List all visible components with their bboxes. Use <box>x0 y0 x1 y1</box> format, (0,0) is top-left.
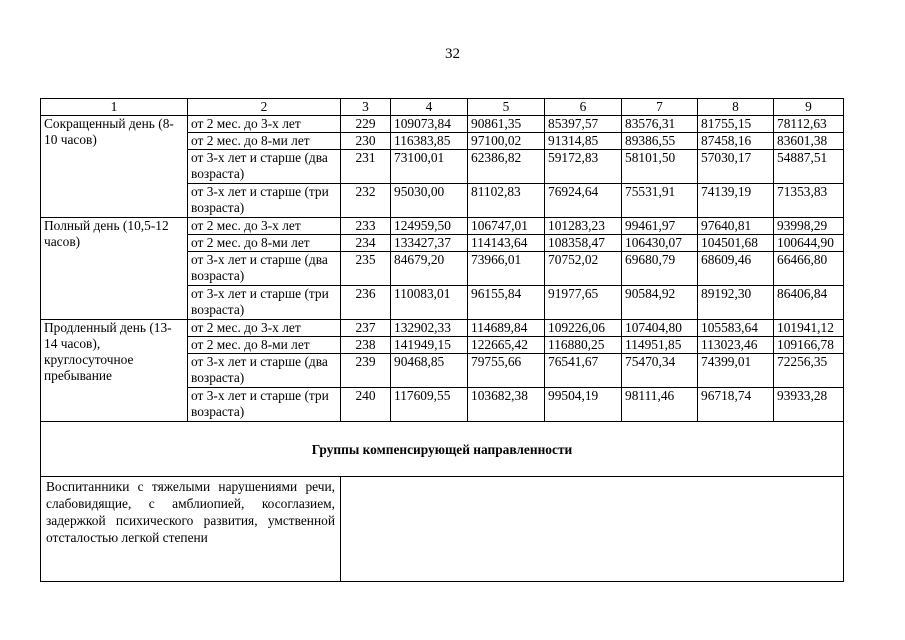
age-range-cell: от 2 мес. до 3-х лет <box>188 218 341 235</box>
value-cell: 74399,01 <box>698 354 774 388</box>
value-cell: 101941,12 <box>774 320 844 337</box>
value-cell: 68609,46 <box>698 252 774 286</box>
table-row <box>41 320 844 337</box>
value-cell: 122665,42 <box>468 337 545 354</box>
group-label: Продленный день (13-14 часов), круглосуточное пребывание <box>41 320 188 422</box>
value-cell: 100644,90 <box>774 235 844 252</box>
value-cell: 73966,01 <box>468 252 545 286</box>
value-cell: 109073,84 <box>391 116 468 133</box>
group-label: Сокращенный день (8-10 часов) <box>41 116 188 218</box>
column-number: 2 <box>188 99 341 116</box>
value-cell: 91977,65 <box>545 286 622 320</box>
value-cell: 74139,19 <box>698 184 774 218</box>
value-cell: 83601,38 <box>774 133 844 150</box>
value-cell: 86406,84 <box>774 286 844 320</box>
column-number: 9 <box>774 99 844 116</box>
compensatory-row <box>41 477 844 582</box>
value-cell: 78112,63 <box>774 116 844 133</box>
column-number-row <box>41 99 844 116</box>
value-cell: 114951,85 <box>622 337 698 354</box>
value-cell: 89192,30 <box>698 286 774 320</box>
column-number: 7 <box>622 99 698 116</box>
value-cell: 96155,84 <box>468 286 545 320</box>
value-cell: 141949,15 <box>391 337 468 354</box>
value-cell: 62386,82 <box>468 150 545 184</box>
value-cell: 72256,35 <box>774 354 844 388</box>
value-cell: 105583,64 <box>698 320 774 337</box>
column-number: 3 <box>341 99 391 116</box>
row-code-cell: 231 <box>341 150 391 184</box>
value-cell: 81755,15 <box>698 116 774 133</box>
value-cell: 114689,84 <box>468 320 545 337</box>
age-range-cell: от 3-х лет и старше (два возраста) <box>188 252 341 286</box>
age-range-cell: от 2 мес. до 8-ми лет <box>188 337 341 354</box>
value-cell: 117609,55 <box>391 388 468 422</box>
value-cell: 70752,02 <box>545 252 622 286</box>
value-cell: 133427,37 <box>391 235 468 252</box>
value-cell: 116880,25 <box>545 337 622 354</box>
age-range-cell: от 3-х лет и старше (три возраста) <box>188 286 341 320</box>
value-cell: 84679,20 <box>391 252 468 286</box>
value-cell: 76541,67 <box>545 354 622 388</box>
value-cell: 104501,68 <box>698 235 774 252</box>
value-cell: 85397,57 <box>545 116 622 133</box>
tariff-table <box>40 98 844 582</box>
value-cell: 106430,07 <box>622 235 698 252</box>
age-range-cell: от 3-х лет и старше (два возраста) <box>188 354 341 388</box>
value-cell: 73100,01 <box>391 150 468 184</box>
row-code-cell: 239 <box>341 354 391 388</box>
row-code-cell: 236 <box>341 286 391 320</box>
value-cell: 93933,28 <box>774 388 844 422</box>
value-cell: 76924,64 <box>545 184 622 218</box>
value-cell: 114143,64 <box>468 235 545 252</box>
table-row <box>41 218 844 235</box>
row-code-cell: 230 <box>341 133 391 150</box>
value-cell: 116383,85 <box>391 133 468 150</box>
row-code-cell: 229 <box>341 116 391 133</box>
column-number: 5 <box>468 99 545 116</box>
value-cell: 58101,50 <box>622 150 698 184</box>
value-cell: 90584,92 <box>622 286 698 320</box>
value-cell: 96718,74 <box>698 388 774 422</box>
section-title: Группы компенсирующей направленности <box>41 422 844 477</box>
age-range-cell: от 2 мес. до 3-х лет <box>188 116 341 133</box>
value-cell: 54887,51 <box>774 150 844 184</box>
value-cell: 99461,97 <box>622 218 698 235</box>
age-range-cell: от 2 мес. до 8-ми лет <box>188 133 341 150</box>
value-cell: 83576,31 <box>622 116 698 133</box>
row-code-cell: 240 <box>341 388 391 422</box>
value-cell: 124959,50 <box>391 218 468 235</box>
value-cell: 99504,19 <box>545 388 622 422</box>
value-cell: 90861,35 <box>468 116 545 133</box>
column-number: 8 <box>698 99 774 116</box>
value-cell: 75470,34 <box>622 354 698 388</box>
age-range-cell: от 2 мес. до 3-х лет <box>188 320 341 337</box>
row-code-cell: 238 <box>341 337 391 354</box>
row-code-cell: 235 <box>341 252 391 286</box>
value-cell: 66466,80 <box>774 252 844 286</box>
value-cell: 103682,38 <box>468 388 545 422</box>
value-cell: 59172,83 <box>545 150 622 184</box>
value-cell: 98111,46 <box>622 388 698 422</box>
value-cell: 113023,46 <box>698 337 774 354</box>
empty-cell <box>341 477 844 582</box>
value-cell: 93998,29 <box>774 218 844 235</box>
group-label: Полный день (10,5-12 часов) <box>41 218 188 320</box>
value-cell: 97640,81 <box>698 218 774 235</box>
row-code-cell: 234 <box>341 235 391 252</box>
value-cell: 95030,00 <box>391 184 468 218</box>
column-number: 1 <box>41 99 188 116</box>
value-cell: 110083,01 <box>391 286 468 320</box>
value-cell: 69680,79 <box>622 252 698 286</box>
column-number: 6 <box>545 99 622 116</box>
age-range-cell: от 3-х лет и старше (три возраста) <box>188 184 341 218</box>
value-cell: 57030,17 <box>698 150 774 184</box>
age-range-cell: от 3-х лет и старше (три возраста) <box>188 388 341 422</box>
value-cell: 79755,66 <box>468 354 545 388</box>
age-range-cell: от 3-х лет и старше (два возраста) <box>188 150 341 184</box>
value-cell: 101283,23 <box>545 218 622 235</box>
value-cell: 81102,83 <box>468 184 545 218</box>
column-number: 4 <box>391 99 468 116</box>
value-cell: 109226,06 <box>545 320 622 337</box>
value-cell: 75531,91 <box>622 184 698 218</box>
value-cell: 87458,16 <box>698 133 774 150</box>
value-cell: 90468,85 <box>391 354 468 388</box>
table-body <box>41 99 844 582</box>
value-cell: 71353,83 <box>774 184 844 218</box>
value-cell: 109166,78 <box>774 337 844 354</box>
value-cell: 132902,33 <box>391 320 468 337</box>
compensatory-description: Воспитанники с тяжелыми нарушениями речи, слабовидящие, с амблиопией, косоглазием, задержкой психического развития, умственной отсталостью легкой степени <box>41 477 341 582</box>
value-cell: 107404,80 <box>622 320 698 337</box>
value-cell: 91314,85 <box>545 133 622 150</box>
section-row <box>41 422 844 477</box>
age-range-cell: от 2 мес. до 8-ми лет <box>188 235 341 252</box>
value-cell: 89386,55 <box>622 133 698 150</box>
value-cell: 106747,01 <box>468 218 545 235</box>
row-code-cell: 232 <box>341 184 391 218</box>
row-code-cell: 237 <box>341 320 391 337</box>
value-cell: 108358,47 <box>545 235 622 252</box>
row-code-cell: 233 <box>341 218 391 235</box>
page-number: 32 <box>445 46 460 62</box>
value-cell: 97100,02 <box>468 133 545 150</box>
table-row <box>41 116 844 133</box>
